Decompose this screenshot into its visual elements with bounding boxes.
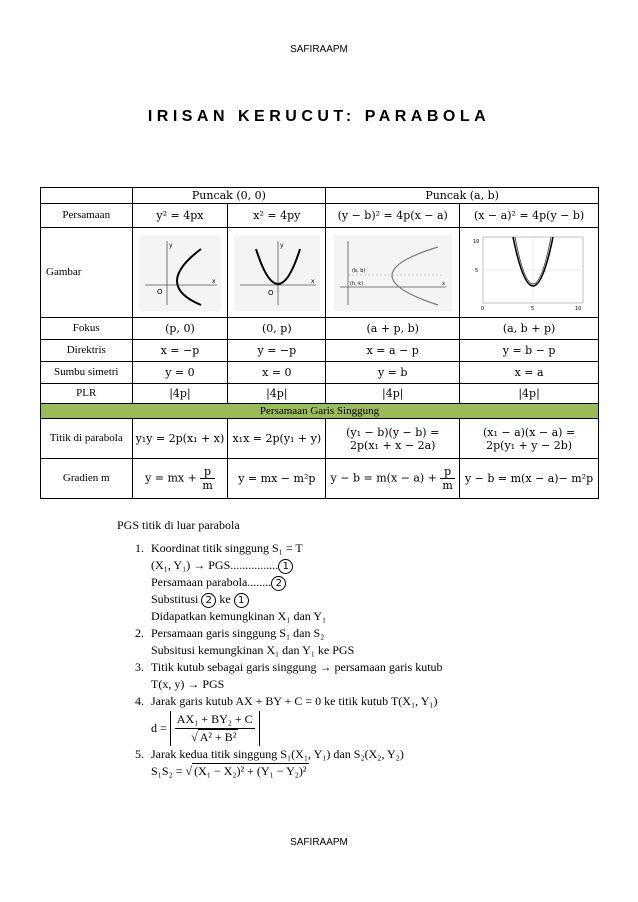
distance-denominator: √ A² + B² xyxy=(191,730,237,744)
step-3-line2: T(x, y) → PGS xyxy=(151,677,225,691)
step-4 xyxy=(147,693,443,746)
header-vertex-ab: Puncak (a, b) xyxy=(326,188,599,204)
row-label-plr: PLR xyxy=(41,384,133,404)
frac-num: p xyxy=(200,465,214,479)
tick-y-10: 10 xyxy=(473,238,480,245)
cell-gambar-3 xyxy=(326,228,460,318)
cell-gradien-3 xyxy=(326,459,460,499)
cell-titik-4 xyxy=(460,419,599,459)
notes-section xyxy=(117,517,443,780)
empty-corner xyxy=(41,188,133,204)
row-label-titik xyxy=(41,419,133,459)
cell-persamaan-2: x² = 4py xyxy=(228,204,326,228)
titik-3-line1: (y₁ − b)(y − b) = xyxy=(346,425,440,439)
abs-value xyxy=(170,711,260,746)
cell-gambar-2 xyxy=(228,228,326,318)
x-axis-label: x xyxy=(441,280,445,287)
titik-label: Titik di parabola xyxy=(49,432,123,444)
distance-radicand: (X₁ − X₂)² + (Y₁ − Y₂)² xyxy=(194,764,307,778)
step-3 xyxy=(147,659,443,693)
cell-fokus-3: (a + p, b) xyxy=(326,318,460,340)
step-1-line2 xyxy=(151,557,443,574)
cell-gradien-2: y = mx − m²p xyxy=(228,459,326,499)
step-3-line1: 3. Titik kutub sebagai garis singgung → persamaan garis kutub xyxy=(151,660,443,674)
sqrt-radicand: A² + B² xyxy=(199,730,237,744)
cell-plr-4: |4p| xyxy=(460,384,599,404)
origin-label: O xyxy=(267,288,274,297)
tick-y-5: 5 xyxy=(475,267,479,274)
cell-sumbu-2: x = 0 xyxy=(228,362,326,384)
cell-persamaan-1: y² = 4px xyxy=(132,204,228,228)
gradien-3-fraction xyxy=(440,465,454,492)
cell-plr-1: |4p| xyxy=(132,384,228,404)
tick-x-10: 10 xyxy=(575,305,582,312)
row-label-persamaan: Persamaan xyxy=(41,204,133,228)
page-title: IRISAN KERUCUT: PARABOLA xyxy=(147,108,491,125)
row-label-direktris: Direktris xyxy=(41,340,133,362)
distance-numerator: AX₁ + BY₂ + C xyxy=(175,711,255,729)
s1s2-label: S₁S₂ = xyxy=(151,764,183,778)
step-2-line2: Subsitusi kemungkinan X₁ dan Y₁ ke PGS xyxy=(151,643,355,657)
row-label-fokus: Fokus xyxy=(41,318,133,340)
step-2-line1: 2. Persamaan garis singgung S₁ dan S₂ xyxy=(151,626,325,640)
graph-shifted-up-parabola xyxy=(469,233,589,313)
step-1-line3 xyxy=(151,574,443,591)
band-persamaan-garis-singgung: Persamaan Garis Singgung xyxy=(41,404,599,419)
distance-fraction xyxy=(175,711,255,746)
cell-direktris-4: y = b − p xyxy=(460,340,599,362)
cell-gambar-4 xyxy=(460,228,599,318)
step-5-line1: 5. Jarak kedua titik singgung S₁(X₁, Y₁) dan S₂(X₂, Y₂) xyxy=(151,747,404,761)
cell-gradien-1 xyxy=(132,459,228,499)
page-header: SAFIRAAPM xyxy=(290,44,348,55)
cell-plr-3: |4p| xyxy=(326,384,460,404)
steps-list xyxy=(117,540,443,780)
page-footer: SAFIRAAPM xyxy=(290,837,348,848)
substitusi-text: Substitusi xyxy=(151,592,199,606)
origin-label: O xyxy=(156,287,163,296)
step-1 xyxy=(147,540,443,625)
y-axis-label: y xyxy=(279,241,284,249)
cell-persamaan-4: (x − a)² = 4p(y − b) xyxy=(460,204,599,228)
step-1-line3-text: Persamaan parabola........ xyxy=(151,575,272,589)
titik-4-line1: (x₁ − a)(x − a) = xyxy=(482,425,576,439)
step-4-line1: 4. Jarak garis kutub AX + BY + C = 0 ke titik kutub T(X₁, Y₁) xyxy=(151,694,438,708)
x-axis-label: x xyxy=(211,277,216,285)
cell-titik-3 xyxy=(326,419,460,459)
row-label-gradien: Gradien m xyxy=(41,459,133,499)
parabola-table xyxy=(40,187,599,499)
circled-two-icon: 2 xyxy=(201,593,216,608)
frac-den: m xyxy=(442,479,453,492)
gradien-3-pre: y − b = m(x − a) + xyxy=(330,471,437,485)
step-1-line1: 1. Koordinat titik singgung S₁ = T xyxy=(151,541,303,555)
titik-4-line2: 2p(y₁ + y − 2b) xyxy=(486,438,573,452)
circled-two-icon: 2 xyxy=(271,576,286,591)
graph-up-parabola xyxy=(234,235,320,311)
tick-x-5: 5 xyxy=(531,305,535,312)
x-axis-label: x xyxy=(310,277,315,285)
step-1-line5: Didapatkan kemungkinan X₁ dan Y₁ xyxy=(151,609,327,623)
cell-gambar-1 xyxy=(132,228,228,318)
circled-one-icon: 1 xyxy=(234,593,249,608)
circled-one-icon: 1 xyxy=(278,559,293,574)
tick-x-0: 0 xyxy=(481,305,485,312)
cell-gradien-4: y − b = m(x − a)− m²p xyxy=(460,459,599,499)
cell-fokus-1: (p, 0) xyxy=(132,318,228,340)
row-label-sumbu: Sumbu simetri xyxy=(41,362,133,384)
ke-text: ke xyxy=(219,592,231,606)
row-label-gambar: Gambar xyxy=(41,228,133,318)
step-4-formula xyxy=(151,711,443,746)
cell-plr-2: |4p| xyxy=(228,384,326,404)
gradien-1-pre: y = mx + xyxy=(145,471,197,485)
cell-persamaan-3: (y − b)² = 4p(x − a) xyxy=(326,204,460,228)
cell-direktris-2: y = −p xyxy=(228,340,326,362)
gradien-1-fraction xyxy=(200,465,214,492)
frac-num: p xyxy=(440,465,454,479)
cell-sumbu-3: y = b xyxy=(326,362,460,384)
point-label: (h, k) xyxy=(349,280,363,287)
step-1-line4 xyxy=(151,591,443,608)
notes-heading: PGS titik di luar parabola xyxy=(117,518,240,532)
cell-direktris-1: x = −p xyxy=(132,340,228,362)
cell-sumbu-1: y = 0 xyxy=(132,362,228,384)
step-1-line2-text: (X₁, Y₁) → PGS................ xyxy=(151,558,279,572)
graph-shifted-right-parabola xyxy=(334,235,452,311)
cell-fokus-4: (a, b + p) xyxy=(460,318,599,340)
titik-3-line2: 2p(x₁ + x − 2a) xyxy=(350,438,436,452)
cell-fokus-2: (0, p) xyxy=(228,318,326,340)
header-vertex-origin: Puncak (0, 0) xyxy=(132,188,326,204)
cell-direktris-3: x = a − p xyxy=(326,340,460,362)
step-2 xyxy=(147,625,443,659)
vertex-label: (b, b) xyxy=(351,267,366,274)
frac-den: m xyxy=(202,479,213,492)
cell-titik-1: y₁y = 2p(x₁ + x) xyxy=(132,419,228,459)
cell-sumbu-4: x = a xyxy=(460,362,599,384)
cell-titik-2: x₁x = 2p(y₁ + y) xyxy=(228,419,326,459)
y-axis-label: y xyxy=(168,241,173,249)
step-5 xyxy=(147,746,443,780)
step-5-formula: S₁S₂ = √ (X₁ − X₂)² + (Y₁ − Y₂)² xyxy=(151,764,307,778)
graph-right-parabola xyxy=(139,235,221,311)
distance-label: d = xyxy=(151,721,167,735)
